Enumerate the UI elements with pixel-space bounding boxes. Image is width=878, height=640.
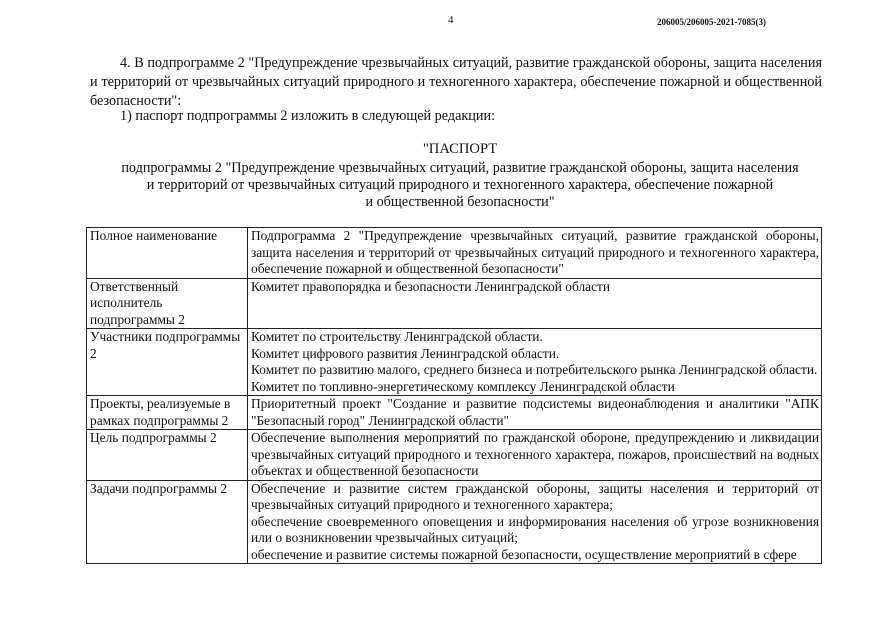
- page-number: 4: [448, 14, 454, 26]
- row-label: Ответственный исполнитель подпрограммы 2: [87, 278, 248, 329]
- row-label: Проекты, реализуемые в рамках подпрограммы 2: [87, 396, 248, 430]
- intro-paragraph-2: 1) паспорт подпрограммы 2 изложить в следующей редакции:: [120, 108, 496, 124]
- table-row: [87, 329, 822, 396]
- row-label: Цель подпрограммы 2: [87, 430, 248, 481]
- passport-subheading-line-2: и территорий от чрезвычайных ситуаций природного и техногенного характера, обеспечение пожарной: [146, 177, 774, 193]
- row-value-line: Подпрограмма 2 "Предупреждение чрезвычайных ситуаций, развитие гражданской обороны, защита населения и территорий от чрезвычайных ситуаций природного и техногенного характера, обеспечение пожарной и общественной безопасности": [251, 228, 819, 276]
- document-code: 206005/206005-2021-7085(3): [657, 17, 766, 27]
- row-value-line: Комитет по топливно-энергетическому комплексу Ленинградской области: [251, 378, 675, 394]
- row-value-line: Комитет цифрового развития Ленинградской области.: [251, 345, 560, 361]
- passport-subheading-line-3: и общественной безопасности": [365, 194, 555, 210]
- row-label: Участники подпрограммы 2: [87, 329, 248, 396]
- row-value: [248, 480, 822, 564]
- row-value-line: Комитет правопорядка и безопасности Ленинградской области: [251, 278, 611, 294]
- passport-table: [86, 227, 822, 564]
- passport-subheading: [80, 160, 840, 211]
- row-value-line: Обеспечение выполнения мероприятий по гражданской обороне, предупреждению и ликвидации чрезвычайных ситуаций природного и техногенного характера, пожаров, происшествий на водных объектах и общественной безопасности: [251, 430, 819, 478]
- table-row: [87, 278, 822, 329]
- passport-heading: "ПАСПОРТ: [422, 141, 498, 157]
- row-value: [248, 228, 822, 279]
- intro-paragraph-1: 4. В подпрограмме 2 "Предупреждение чрезвычайных ситуаций, развитие гражданской обороны, защита населения и территорий от чрезвычайных ситуаций природного и техногенного характера, обеспечение пожарной и общественной безопасности":: [90, 55, 822, 109]
- row-value-line: Приоритетный проект "Создание и развитие подсистемы видеонаблюдения и аналитики "АПК "Безопасный город" Ленинградской области": [251, 396, 819, 428]
- row-value-line: Комитет по развитию малого, среднего бизнеса и потребительского рынка Ленинградской области.: [251, 362, 818, 377]
- row-label: Задачи подпрограммы 2: [87, 480, 248, 564]
- row-value: [248, 278, 822, 329]
- table-row: [87, 430, 822, 481]
- row-label: Полное наименование: [87, 228, 248, 279]
- row-value-line: Обеспечение и развитие систем гражданской обороны, защиты населения и территорий от чрезвычайных ситуаций природного и техногенного характера;: [251, 480, 819, 512]
- row-value-line: обеспечение и развитие системы пожарной безопасности, осуществление мероприятий в сфере: [251, 546, 797, 562]
- row-value: [248, 430, 822, 481]
- row-value-line: Комитет по строительству Ленинградской области.: [251, 329, 543, 344]
- table-row: [87, 228, 822, 279]
- row-value-line: обеспечение своевременного оповещения и информирования населения об угрозе возникновения или о возникновении чрезвычайных ситуаций;: [251, 513, 819, 545]
- row-value: [248, 396, 822, 430]
- row-value: [248, 329, 822, 396]
- passport-subheading-line-1: подпрограммы 2 "Предупреждение чрезвычайных ситуаций, развитие гражданской обороны, защита населения: [121, 160, 799, 176]
- passport-table-body: [87, 228, 822, 564]
- table-row: [87, 480, 822, 564]
- table-row: [87, 396, 822, 430]
